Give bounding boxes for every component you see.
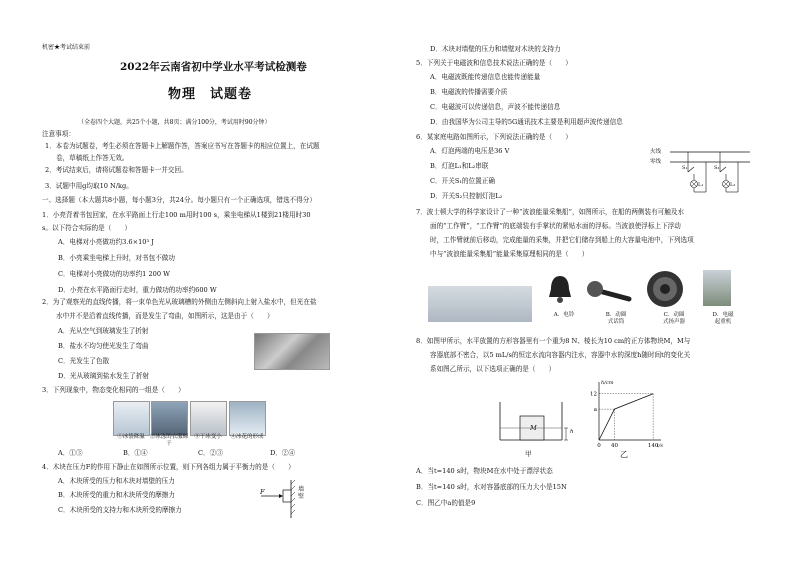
notice-line: 3．试题中用g均取10 N/kg。 — [45, 182, 133, 190]
q5-option-b: B．电磁波的传播需要介质 — [430, 88, 508, 96]
q3-option-d: D．②④ — [270, 449, 296, 457]
refraction-photo — [254, 333, 330, 370]
microphone-icon — [585, 277, 633, 307]
q2-option-d: D．光从玻璃到盐水发生了折射 — [58, 372, 150, 380]
q1-option-a: A．电梯对小亮做功约3.6×10³ J — [58, 238, 154, 246]
notice-line: 卷，草稿纸上作答无效。 — [56, 154, 129, 162]
q8-option-a: A．当t=140 s时，物块M在水中处于漂浮状态 — [416, 467, 553, 475]
x-tick-label: 140 — [647, 443, 659, 449]
q3-caption: ④冰花的形成 — [230, 434, 264, 440]
q2-option-b: B．盐水不均匀使光发生了弯曲 — [58, 342, 149, 350]
q7-caption: A．电铃 — [553, 312, 575, 318]
y-tick-label: 12 — [590, 391, 597, 398]
force-label: F — [260, 488, 265, 496]
q4-wall-diagram — [255, 478, 315, 520]
q8-option-b: B．当t=140 s时，水对容器底部的压力大小是15N — [416, 483, 567, 491]
notice-title: 注意事项： — [42, 130, 75, 138]
q4-option-c: C．木块所受的支持力和木块所受的摩擦力 — [58, 506, 182, 514]
block-m-label: M — [530, 424, 537, 432]
switch-s1-label: S₁ — [682, 165, 688, 171]
q3-caption: ②冰冻的衣服晾干 — [149, 434, 189, 447]
q7-stem: 7．波士顿大学的科学家设计了一种“波浪能量采集船”，如图所示，在船的两侧装有可触及水 — [416, 208, 685, 216]
q1-option-d: D．小亮在水平路面行走时，重力做功的功率约600 W — [58, 286, 217, 294]
switch-s2-label: S₂ — [714, 165, 720, 171]
q8-option-c: C．图乙中a的值是9 — [416, 499, 476, 507]
q4-stem: 4．木块在压力F的作用下静止在如图所示位置，则下列各组力属于平衡力的是（ ） — [42, 463, 295, 471]
q2-option-c: C．光发生了色散 — [58, 357, 110, 365]
lamp-l1-label: L₁ — [698, 182, 704, 188]
ice-pack-photo — [113, 401, 150, 436]
electric-bell-icon — [545, 273, 575, 305]
secret-label: 机密★考试结束前 — [42, 44, 91, 51]
depth-time-chart — [585, 378, 665, 450]
q5-stem: 5．下列关于电磁波和信息技术说法正确的是（ ） — [416, 59, 572, 67]
q1-stem: 1．小亮背着书包回家，在水平路面上行走100 m用时100 s，乘坐电梯从1楼到21楼用时30 — [42, 211, 311, 219]
y-tick-label: a — [593, 407, 597, 414]
q1-option-b: B．小亮乘坐电梯上升时，对书包不做功 — [58, 254, 175, 262]
q5-option-d: D．由我国华为公司主导的5G通讯技术主要是利用超声波传递信息 — [430, 118, 623, 126]
q6-option-a: A．灯泡两端的电压是36 V — [430, 147, 510, 155]
figure-jia-label: 甲 — [525, 450, 532, 458]
q3-option-a: A．①③ — [58, 449, 83, 457]
dry-ice-photo — [190, 401, 227, 436]
ice-flower-photo — [229, 401, 266, 436]
q3-stem: 3．下列现象中，物态变化相同的一组是（ ） — [42, 386, 185, 394]
paper-info: （全卷四个大题，共25个小题，共8页；满分100分，考试用时90分钟） — [78, 119, 271, 126]
q3-option-c: C．②③ — [198, 449, 223, 457]
notice-line: 2．考试结束后，请将试题卷和答题卡一并交回。 — [45, 166, 188, 174]
zero-wire-label: 零线 — [650, 159, 662, 165]
q8-stem: 容器底部不密合，以5 mL/s的恒定水流向容器内注水，容器中水的深度h随时间t的变化关 — [430, 351, 691, 359]
fire-wire-label: 火线 — [650, 149, 662, 155]
q6-option-b: B．灯泡L₁和L₂串联 — [430, 162, 489, 170]
series-line — [599, 394, 653, 440]
q5-option-a: A．电磁波既能传递信息也能传递能量 — [430, 73, 541, 81]
q7-stem: 面的“工作臂”，“工作臂”的底端装有手掌状的紧贴水面的浮标。当波浪使浮标上下浮动 — [430, 222, 681, 230]
lamp-l2-label: L₂ — [730, 182, 736, 188]
section-title: 一、选择题（本大题共8小题，每小题3分，共24分。每小题只有一个正确选项，错选不得分） — [42, 196, 316, 204]
subject-title: 物理 试题卷 — [168, 87, 253, 102]
figure-yi-label: 乙 — [620, 450, 628, 459]
x-tick-label: 0 — [597, 443, 601, 449]
x-tick-label: 40 — [610, 443, 618, 449]
depth-h-label: h — [570, 429, 574, 435]
q1-stem: s。以下符合实际的是（ ） — [42, 224, 132, 232]
q7-stem: 中与“波浪能量采集船”能量采集原理相同的是（ ） — [430, 250, 589, 258]
notice-line: 1．本卷为试题卷，考生必须在答题卡上解题作答，答案应书写在答题卡的相应位置上，在试题 — [45, 142, 320, 150]
q7-caption: D．电磁起重机 — [712, 312, 734, 325]
q7-stem: 时，工作臂就前后移动，完成能量的采集，并把它们储存到船上的大容量电池中，下列选项 — [430, 236, 694, 244]
q8-stem: 8．如图甲所示，水平放置的方形容器里有一个重为8 N、棱长为10 cm的正方体物块M，M与 — [416, 337, 691, 345]
q4-option-a: A．木块所受的压力和木块对墙壁的压力 — [58, 477, 175, 485]
wall-label: 墙壁 — [298, 486, 305, 500]
q4-option-b: B．木块所受的重力和木块所受的摩擦力 — [58, 491, 175, 499]
q6-stem: 6．某家庭电路如图所示，下列说法正确的是（ ） — [416, 133, 572, 141]
q7-caption: B．动圈式话筒 — [605, 312, 627, 325]
circuit-diagram — [648, 146, 752, 198]
speaker-icon — [645, 270, 685, 308]
q3-option-b: B．①④ — [123, 449, 148, 457]
q3-caption: ①冰袋降温 — [117, 434, 145, 440]
q6-option-d: D．开关S₂只控制灯泡L₂ — [430, 192, 503, 200]
q6-option-c: C．开关S₁的位置正确 — [430, 177, 495, 185]
container-diagram — [490, 398, 580, 442]
q2-stem: 水中并不是沿着直线传播，而是发生了弯曲，如图所示，这是由于（ ） — [56, 312, 274, 320]
q2-option-a: A．光从空气到玻璃发生了折射 — [58, 327, 149, 335]
wave-energy-ship-photo — [428, 286, 532, 322]
q4-option-d: D．木块对墙壁的压力和墙壁对木块的支持力 — [430, 45, 561, 53]
y-axis-label: h/cm — [601, 380, 614, 386]
q5-option-c: C．电磁波可以传递信息，声波不能传递信息 — [430, 103, 561, 111]
x-axis-label: t/s — [656, 443, 663, 449]
q8-stem: 系如图乙所示，以下选项正确的是（ ） — [430, 365, 556, 373]
q3-caption: ③干冰变小 — [194, 434, 222, 440]
crane-photo — [703, 270, 731, 306]
paper-title: 2022年云南省初中学业水平考试检测卷 — [120, 61, 307, 73]
q1-option-c: C．电梯对小亮做功的功率约1 200 W — [58, 270, 170, 278]
q2-stem: 2．为了观察光的直线传播，将一束单色光从玻璃槽的外侧由左侧斜向上射入盐水中，但光在盐 — [42, 298, 317, 306]
q7-caption: C．动圈式扬声器 — [662, 312, 685, 325]
frozen-clothes-photo — [151, 401, 188, 436]
